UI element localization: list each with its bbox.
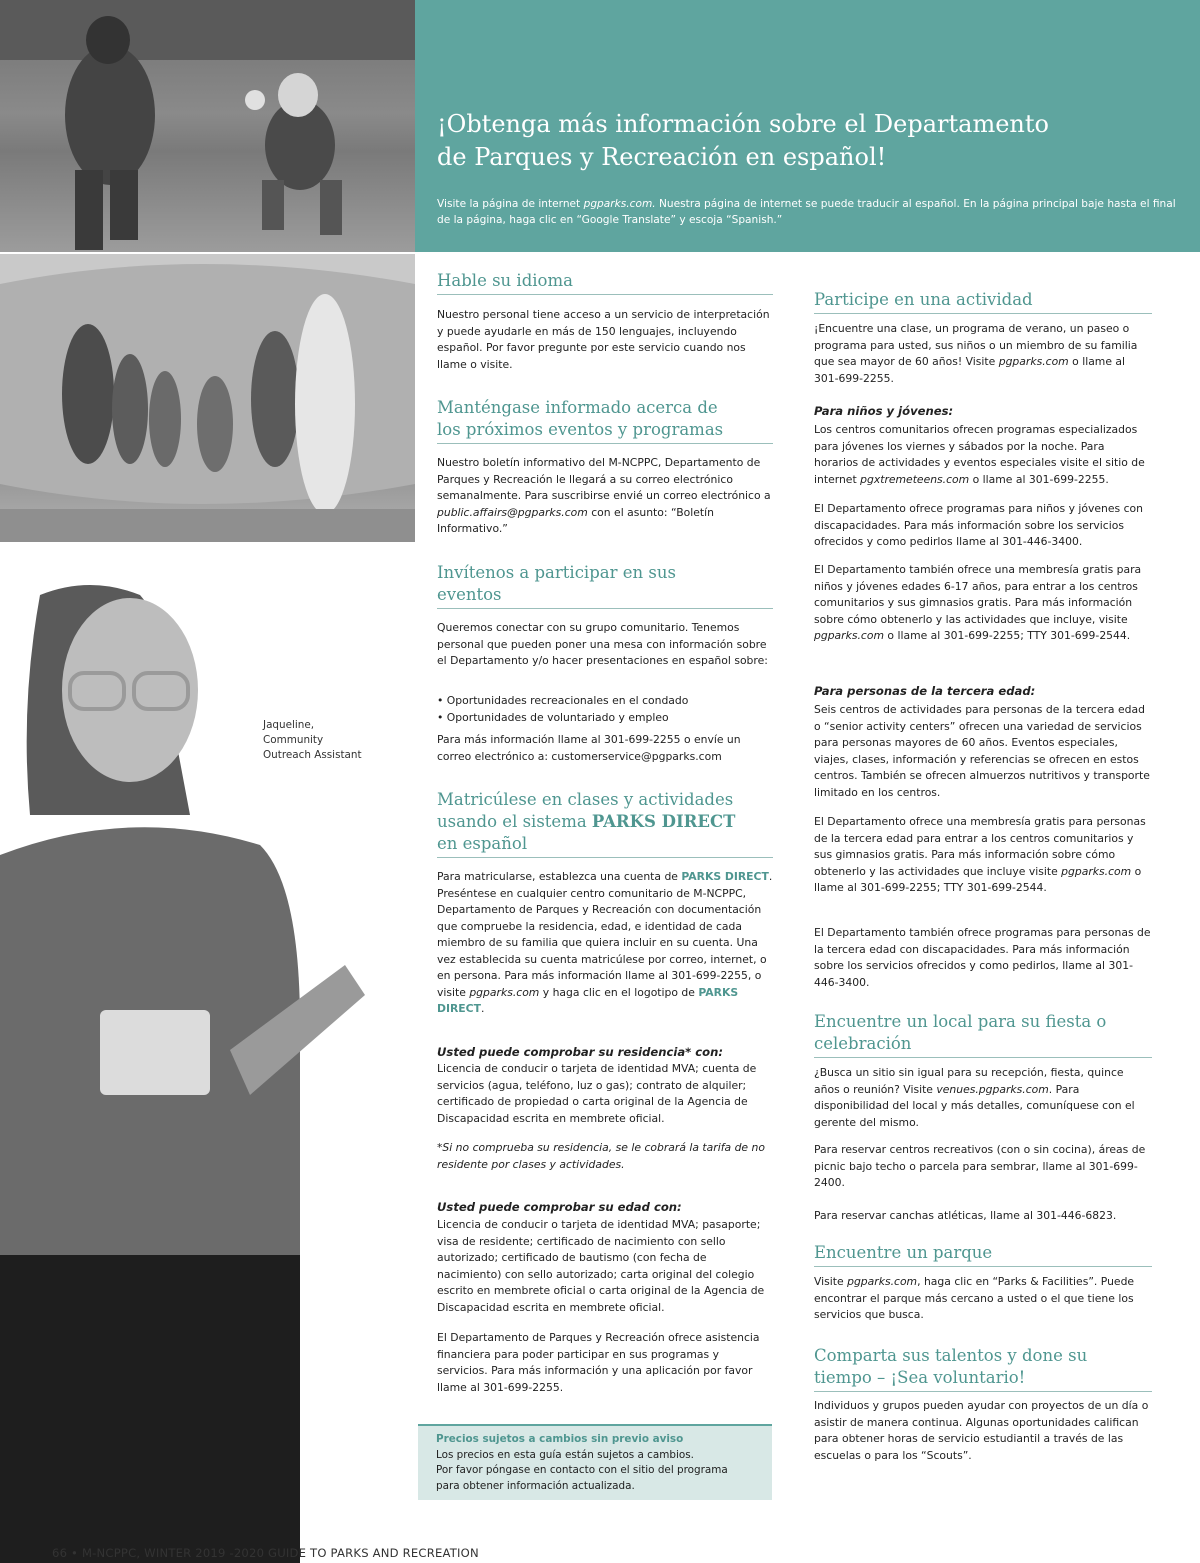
page-footer: 66 • M-NCPPC, WINTER 2019 -2020 GUIDE TO PARKS AND RECREATION (52, 1546, 479, 1560)
price-notice-line: para obtener información actualizada. (436, 1479, 635, 1492)
section-title-hable: Hable su idioma (437, 270, 773, 295)
parks-direct-label: PARKS DIRECT (437, 985, 739, 1015)
section-text-invitenos: Queremos conectar con su grupo comunitario. Tenemos personal que pueden poner una mesa con información sobre el Departamento y/o hacer presentaciones en español sobre: (437, 621, 768, 667)
section-title-matriculese: Matricúlese en clases y actividades usando el sistema PARKS DIRECT en español (437, 789, 773, 858)
header-band (415, 0, 1200, 252)
subheading-residencia: Usted puede comprobar su residencia* con: (437, 1045, 724, 1059)
caption-role-line1: Community (263, 734, 324, 746)
venues-link[interactable]: venues.pgparks.com (936, 1082, 1049, 1096)
photo-family-group (0, 254, 415, 542)
text-ninos-2: El Departamento ofrece programas para niños y jóvenes con discapacidades. Para más información sobre los servicios ofrecidos y como pedirlos llame al 301-446-3400. (814, 502, 1143, 548)
newsletter-email-link[interactable]: public.affairs@pgparks.com (437, 505, 588, 519)
text-residencia: Licencia de conducir o tarjeta de identidad MVA; cuenta de servicios (agua, teléfono, luz o gas); contrato de alquiler; certificado de propiedad o carta original de la Agencia de Discapacidad escrita en membrete oficial. (437, 1062, 757, 1125)
photo-outreach-assistant (0, 555, 420, 1563)
text-ninos-1: Los centros comunitarios ofrecen programas especializados para jóvenes los viernes y sábados por la noche. Para horarios de actividades y eventos especiales visite el sitio de internet pgxtremeteens.com o llame al 301-699-2255. (814, 423, 1145, 486)
text-voluntario: Individuos y grupos pueden ayudar con proyectos de un día o asistir de manera continua. Algunas oportunidades califican para obtener horas de servicio estudiantil a través de las escuelas o para los “Scouts”. (814, 1399, 1149, 1462)
pgparks-link[interactable]: pgparks.com (814, 629, 884, 642)
subheading-edad: Usted puede comprobar su edad con: (437, 1200, 682, 1214)
parks-direct-label: PARKS DIRECT (681, 870, 769, 883)
intro-link[interactable]: pgparks.com. (583, 198, 656, 210)
text-local-2: Para reservar centros recreativos (con o sin cocina), áreas de picnic bajo techo o parcela para sembrar, llame al 301-699-2400. (814, 1143, 1146, 1189)
section-title-participe: Participe en una actividad (814, 289, 1152, 314)
photo-children-bubbles (0, 0, 415, 252)
text-parque: Visite pgparks.com, haga clic en “Parks & Facilities”. Puede encontrar el parque más cercano a usted o el que tiene los servicios que busca. (814, 1275, 1135, 1321)
price-notice-line: Los precios en esta guía están sujetos a cambios. (436, 1448, 694, 1461)
pgxtremeteens-link[interactable]: pgxtremeteens.com (860, 472, 970, 486)
note-residencia: *Si no comprueba su residencia, se le cobrará la tarifa de no residente por clases y actividades. (437, 1141, 765, 1171)
section-title-local: Encuentre un local para su fiesta o celebración (814, 1011, 1152, 1058)
section-title-informado: Manténgase informado acerca de los próximos eventos y programas (437, 397, 773, 444)
intro-text: Visite la página de internet pgparks.com. Nuestra página de internet se puede traducir al español. En la página principal baje hasta el final de la página, haga clic en “Google Translate” y escoja “Spanish.” (437, 198, 1176, 226)
text-tercera-edad-3: El Departamento también ofrece programas para personas de la tercera edad con discapacidades. Para más información sobre los servicios ofrecidos y como pedirlos, llame al 301-446-3400. (814, 926, 1151, 989)
section-text-matriculese: Para matricularse, establezca una cuenta de PARKS DIRECT. Preséntese en cualquier centro comunitario de M-NCPPC, Departamento de Parques y Recreación con documentación que compruebe la residencia, edad, e identidad de cada miembro de su familia que quiera incluir en su cuenta. Una vez establecida su cuenta matricúlese por correo, internet, o en persona. Para más información llame al 301-699-2255, o visite pgparks.com y haga clic en el logotipo de PARKS DIRECT. (437, 870, 773, 1015)
subheading-ninos: Para niños y jóvenes: (814, 404, 954, 418)
text-asistencia-financiera: El Departamento de Parques y Recreación ofrece asistencia financiera para poder participar en sus programas y servicios. Para más información y una aplicación por favor llame al 301-699-2255. (437, 1331, 760, 1394)
text-ninos-3: El Departamento también ofrece una membresía gratis para niños y jóvenes edades 6-17 años, para entrar a los centros comunitarios y sus gimnasios gratis. Para más información sobre cómo obtenerlo y las actividades que incluye, visite pgparks.com o llame al 301-699-2255; TTY 301-699-2544. (814, 563, 1142, 642)
photo-caption (263, 718, 393, 763)
page-title: ¡Obtenga más información sobre el Departamento de Parques y Recreación en español! (437, 110, 1049, 171)
price-notice-box (418, 1424, 772, 1500)
section-title-parque: Encuentre un parque (814, 1242, 1152, 1267)
section-title-invitenos: Invítenos a participar en sus eventos (437, 562, 773, 609)
price-notice-title: Precios sujetos a cambios sin previo aviso (436, 1433, 684, 1445)
text-local-3: Para reservar canchas atléticas, llame al 301-446-6823. (814, 1209, 1117, 1222)
list-item: • Oportunidades de voluntariado y empleo (437, 710, 669, 724)
bullet-list-invitenos (437, 693, 773, 726)
caption-role-line2: Outreach Assistant (263, 749, 362, 761)
list-item: • Oportunidades recreacionales en el condado (437, 694, 689, 707)
pgparks-link[interactable]: pgparks.com (1061, 864, 1132, 878)
caption-name: Jaqueline, (263, 719, 315, 731)
price-notice-line: Por favor póngase en contacto con el sitio del programa (436, 1464, 728, 1476)
text-edad: Licencia de conducir o tarjeta de identidad MVA; pasaporte; visa de residente; certificado de nacimiento con sello autorizado; certificado de bautismo (con fecha de nacimiento) con sello autorizado; carta original del colegio escrito en membrete oficial o carta original de la Agencia de Discapacidad escrita en membrete oficial. (437, 1218, 765, 1314)
section-text-hable: Nuestro personal tiene acceso a un servicio de interpretación y puede ayudarle en más de 150 lenguajes, incluyendo español. Por favor pregunte por este servicio cuando nos llame o visite. (437, 308, 770, 371)
text-tercera-edad-1: Seis centros de actividades para personas de la tercera edad o “senior activity centers” ofrecen una variedad de servicios para personas mayores de 60 años. Eventos especiales, viajes, clases, información y referencias se ofrecen en estos centros. También se ofrecen almuerzos nutritivos y transporte limitado en los centros. (814, 703, 1150, 799)
pgparks-link[interactable]: pgparks.com (998, 355, 1069, 368)
section-text-invitenos-contact: Para más información llame al 301-699-2255 o envíe un correo electrónico a: customerservice@pgparks.com (437, 733, 741, 763)
pgparks-link[interactable]: pgparks.com (469, 985, 540, 999)
subheading-tercera-edad: Para personas de la tercera edad: (814, 684, 1036, 698)
text-tercera-edad-2: El Departamento ofrece una membresía gratis para personas de la tercera edad para entrar a los centros comunitarios y sus gimnasios gratis. Para más información sobre cómo obtenerlo y las actividades que incluye visite pgparks.com o llame al 301-699-2255; TTY 301-699-2544. (814, 815, 1146, 894)
section-text-participe: ¡Encuentre una clase, un programa de verano, un paseo o programa para usted, sus niños o un miembro de su familia que sea mayor de 60 años! Visite pgparks.com o llame al 301-699-2255. (814, 322, 1138, 385)
pgparks-link[interactable]: pgparks.com (847, 1275, 918, 1288)
section-title-voluntario: Comparta sus talentos y done su tiempo – ¡Sea voluntario! (814, 1345, 1152, 1392)
text-local-1: ¿Busca un sitio sin igual para su recepción, fiesta, quince años o reunión? Visite venues.pgparks.com. Para disponibilidad del local y más detalles, comuníquese con el gerente del mismo. (814, 1066, 1135, 1129)
section-text-informado: Nuestro boletín informativo del M-NCPPC, Departamento de Parques y Recreación le llegará a su correo electrónico semanalmente. Para suscribirse envié un correo electrónico a public.affairs@pgparks.com con el asunto: “Boletín Informativo.” (437, 456, 771, 535)
